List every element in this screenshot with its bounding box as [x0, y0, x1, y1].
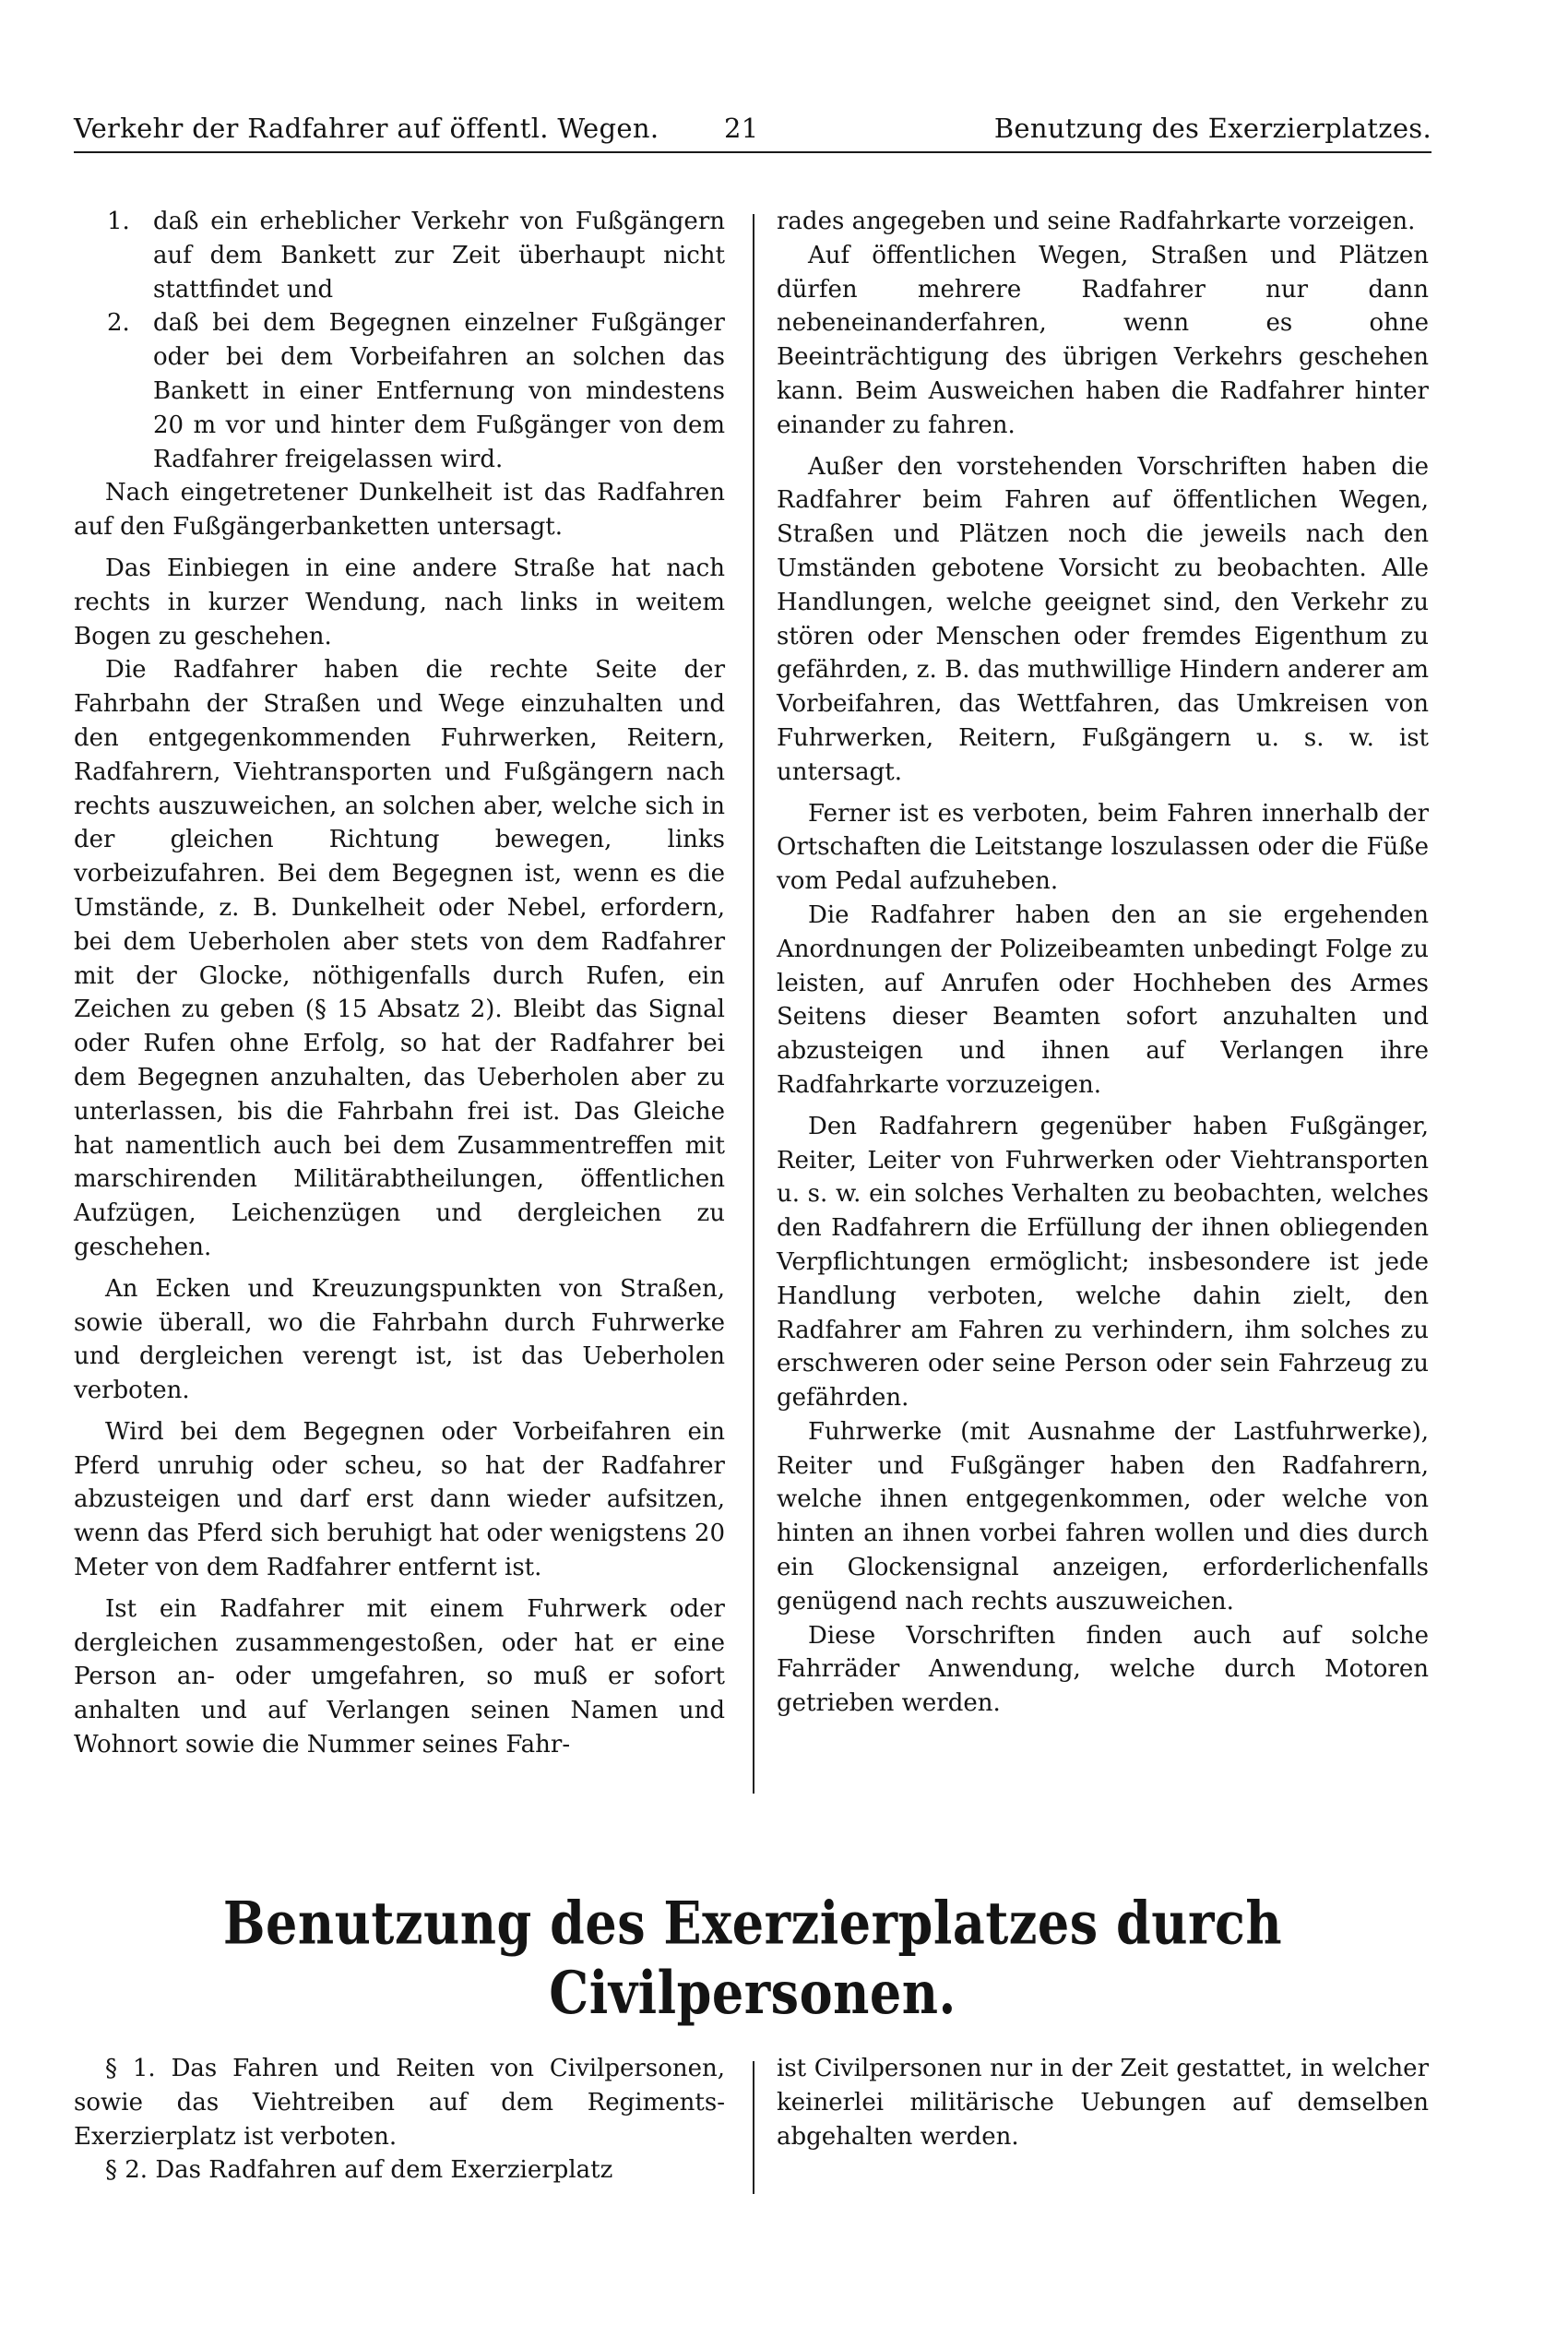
running-head-right: Benutzung des Exerzierplatzes.	[993, 113, 1431, 144]
list-item-number: 1.	[107, 208, 130, 235]
paragraph: Den Radfahrern gegenüber haben Fußgänger, Reiter, Leiter von Fuhrwerken oder Viehtransporten u. s. w. ein solches Verhalten zu beobachten, welches den Radfahrern die Erfüllung der ihnen obliegenden Verpflichtungen ermöglicht; insbesondere ist jede Handlung verboten, welche dahin zielt, den Radfahrer am Fahren zu verhindern, ihm solches zu erschweren oder seine Person oder sein Fahrzeug zu gefährden.	[777, 1112, 1429, 1413]
paragraph: ist Civilpersonen nur in der Zeit gestattet, in welcher keinerlei militärische Uebungen auf demselben abgehalten werden.	[777, 2055, 1429, 2151]
header-rule	[74, 151, 1431, 153]
paragraph: Fuhrwerke (mit Ausnahme der Lastfuhrwerke), Reiter und Fußgänger haben den Radfahrern, welche ihnen entgegenkommen, oder welche von hinten an ihnen vorbei fahren wollen und dies durch ein Glockensignal anzeigen, erforderlichenfalls genügend nach rechts auszuweichen.	[777, 1417, 1429, 1616]
paragraph: Ferner ist es verboten, beim Fahren innerhalb der Ortschaften die Leitstange loszulassen oder die Füße vom Pedal aufzuheben.	[777, 799, 1429, 896]
paragraph: An Ecken und Kreuzungspunkten von Straßen, sowie überall, wo die Fahrbahn durch Fuhrwerke und dergleichen verengt ist, ist das Ueberholen verboten.	[74, 1274, 725, 1405]
right-column	[777, 205, 1429, 1721]
paragraph: Die Radfahrer haben den an sie ergehenden Anordnungen der Polizeibeamten unbedingt Folge zu leisten, auf Anrufen oder Hochheben des Armes Seitens dieser Beamten sofort anzuhalten und abzusteigen und ihnen auf Verlangen ihre Radfahrkarte vorzuzeigen.	[777, 900, 1429, 1099]
document-page	[74, 0, 1431, 2325]
paragraph: Auf öffentlichen Wegen, Straßen und Plätzen dürfen mehrere Radfahrer nur dann nebeneinanderfahren, wenn es ohne Beeinträchtigung des übrigen Verkehrs geschehen kann. Beim Ausweichen haben die Radfahrer hinter einander zu fahren.	[777, 241, 1429, 439]
running-head-left: Verkehr der Radfahrer auf öffentl. Wegen.	[74, 113, 659, 144]
list-item-number: 2.	[107, 309, 130, 338]
paragraph: Diese Vorschriften finden auch auf solche Fahrräder Anwendung, welche durch Motoren getrieben werden.	[777, 1621, 1429, 1718]
page-number: 21	[724, 113, 759, 144]
column-rule	[753, 214, 754, 1794]
paragraph: Das Einbiegen in eine andere Straße hat nach rechts in kurzer Wendung, nach links in weitem Bogen zu geschehen.	[74, 554, 725, 650]
list-item-text: daß ein erheblicher Verkehr von Fußgängern auf dem Bankett zur Zeit überhaupt nicht stattfindet und	[153, 208, 725, 304]
section-title: Benutzung des Exerzierplatzes durch Civilpersonen.	[222, 1888, 1283, 2028]
left-column	[74, 205, 725, 1762]
section-left-column	[74, 2052, 725, 2188]
paragraph: Die Radfahrer haben die rechte Seite der Fahrbahn der Straßen und Wege einzuhalten und den entgegenkommenden Fuhrwerken, Reitern, Radfahrern, Viehtransporten und Fußgängern nach rechts auszuweichen, an solchen aber, welche sich in der gleichen Richtung bewegen, links vorbeizufahren. Bei dem Begegnen ist, wenn es die Umstände, z. B. Dunkelheit oder Nebel, erfordern, bei dem Ueberholen aber stets von dem Radfahrer mit der Glocke, nöthigenfalls durch Rufen, ein Zeichen zu geben (§ 15 Absatz 2). Bleibt das Signal oder Rufen ohne Erfolg, so hat der Radfahrer bei dem Begegnen anzuhalten, das Ueberholen aber zu unterlassen, bis die Fahrbahn frei ist. Das Gleiche hat namentlich auch bei dem Zusammentreffen mit marschirenden Militärabtheilungen, öffentlichen Aufzügen, Leichenzügen und dergleichen zu geschehen.	[74, 656, 725, 1261]
column-rule	[753, 2061, 754, 2194]
list-item	[74, 306, 725, 476]
paragraph: Wird bei dem Begegnen oder Vorbeifahren ein Pferd unruhig oder scheu, so hat der Radfahrer abzusteigen und darf erst dann wieder aufsitzen, wenn das Pferd sich beruhigt hat oder wenigstens 20 Meter von dem Radfahrer entfernt ist.	[74, 1417, 725, 1582]
list-item	[74, 205, 725, 306]
running-head	[74, 109, 1431, 149]
paragraph: Außer den vorstehenden Vorschriften haben die Radfahrer beim Fahren auf öffentlichen Wegen, Straßen und Plätzen noch die jeweils nach den Umständen gebotene Vorsicht zu beobachten. Alle Handlungen, welche geeignet sind, den Verkehr zu stören oder Menschen oder fremdes Eigenthum zu gefährden, z. B. das muthwillige Hindern anderer am Vorbeifahren, das Wettfahren, das Umkreisen von Fuhrwerken, Reitern, Fußgängern u. s. w. ist untersagt.	[777, 452, 1429, 786]
paragraph: rades angegeben und seine Radfahrkarte vorzeigen.	[777, 208, 1416, 235]
paragraph: § 2. Das Radfahren auf dem Exerzierplatz	[105, 2156, 613, 2185]
section-right-column	[777, 2052, 1429, 2153]
paragraph: Ist ein Radfahrer mit einem Fuhrwerk oder dergleichen zusammengestoßen, oder hat er eine Person an- oder umgefahren, so muß er sofort anhalten und auf Verlangen seinen Namen und Wohnort sowie die Nummer seines Fahr-	[74, 1594, 725, 1759]
paragraph: Nach eingetretener Dunkelheit ist das Radfahren auf den Fußgängerbanketten untersagt.	[74, 479, 725, 542]
list-item-text: daß bei dem Begegnen einzelner Fußgänger oder bei dem Vorbeifahren an solchen das Bankett in einer Entfernung von mindestens 20 m vor und hinter dem Fußgänger von dem Radfahrer freigelassen wird.	[153, 309, 725, 473]
paragraph: § 1. Das Fahren und Reiten von Civilpersonen, sowie das Viehtreiben auf dem Regiments-Exerzierplatz ist verboten.	[74, 2055, 725, 2151]
